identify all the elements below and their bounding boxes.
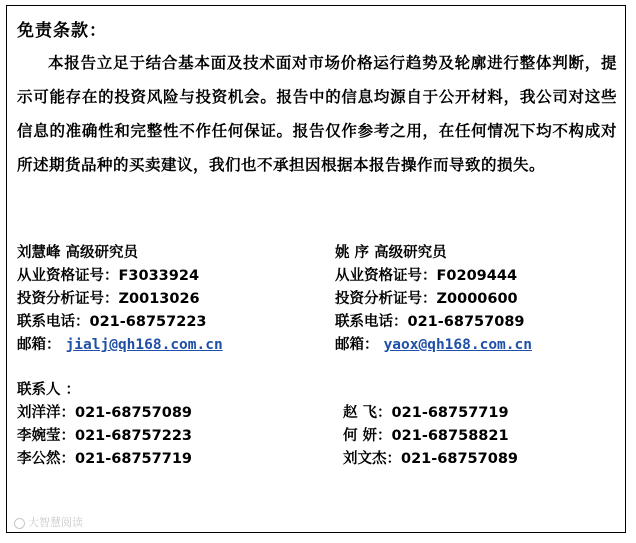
analyst-phone: 联系电话：021-68757089 <box>335 314 525 330</box>
email-link[interactable]: jialj@qh168.com.cn <box>65 337 223 353</box>
analyst-email-row <box>17 334 223 357</box>
analyst-phone: 联系电话：021-68757223 <box>17 314 207 330</box>
analyst-card-1 <box>17 242 223 357</box>
email-link[interactable]: yaox@qh168.com.cn <box>383 337 532 353</box>
disclaimer-title: 免责条款： <box>17 21 107 41</box>
email-label: 邮箱： <box>17 337 61 353</box>
contact-item: 赵 飞：021-68757719 <box>343 405 509 421</box>
analyst-name-title: 刘慧峰 高级研究员 <box>17 245 139 261</box>
disclaimer-text: 本报告立足于结合基本面及技术面对市场价格运行趋势及轮廓进行整体判断，提示可能存在的投资风险与投资机会。报告中的信息均源自于公开材料，我公司对这些信息的准确性和完整性不作任何保证。报告仅作参考之用，在任何情况下均不构成对所述期货品种的买卖建议，我们也不承担因根据本报告操作而导致的损失。 <box>17 54 617 174</box>
contact-item: 何 妍：021-68758821 <box>343 428 509 444</box>
disclaimer-box <box>6 5 626 533</box>
analyst-email-row <box>335 334 532 357</box>
analyst-qualification: 从业资格证号：F3033924 <box>17 268 200 284</box>
contacts-label: 联系人 ： <box>17 382 81 398</box>
contact-item: 刘洋洋：021-68757089 <box>17 405 192 421</box>
contact-item: 李婉莹：021-68757223 <box>17 428 192 444</box>
analyst-name-title: 姚 序 高级研究员 <box>335 245 447 261</box>
contact-item: 刘文杰：021-68757089 <box>343 451 518 467</box>
analyst-card-2 <box>335 242 532 357</box>
contacts-right <box>343 402 518 471</box>
analyst-qualification: 从业资格证号：F0209444 <box>335 268 518 284</box>
contact-item: 李公然：021-68757719 <box>17 451 192 467</box>
watermark-text: 大智慧阅读 <box>28 516 83 529</box>
watermark-logo-icon <box>14 518 25 529</box>
watermark <box>14 514 83 530</box>
analyst-analysis-cert: 投资分析证号：Z0013026 <box>17 291 200 307</box>
contacts-left <box>17 379 192 471</box>
analyst-analysis-cert: 投资分析证号：Z0000600 <box>335 291 518 307</box>
email-label: 邮箱： <box>335 337 379 353</box>
